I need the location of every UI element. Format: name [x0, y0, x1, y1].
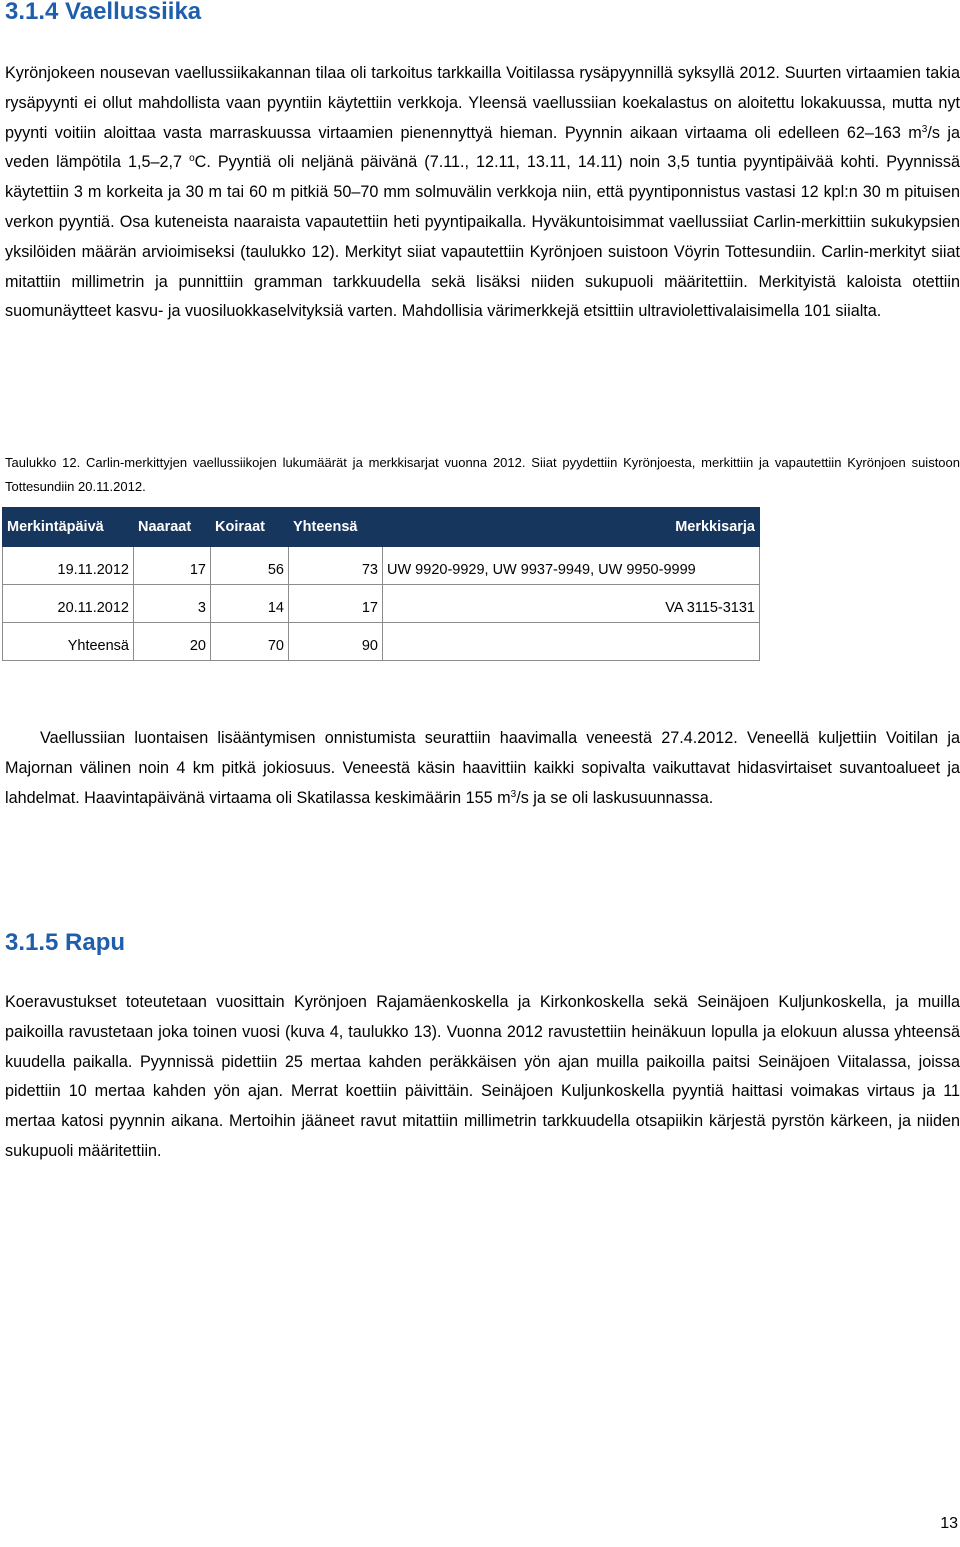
cell-total: 90 [289, 623, 383, 661]
section-heading-rapu: 3.1.5 Rapu [5, 929, 126, 956]
cell-males: 56 [211, 547, 289, 585]
cell-date: 20.11.2012 [3, 585, 134, 623]
cell-females: 3 [134, 585, 211, 623]
cell-tag-series: VA 3115-3131 [383, 585, 760, 623]
cell-total-label: Yhteensä [3, 623, 134, 661]
header-merkkisarja: Merkkisarja [383, 508, 760, 547]
paragraph-text-part: Kyrönjokeen nousevan vaellussiikakannan tilaa oli tarkoitus tarkkailla Voitilassa rysäpyynnillä syksyllä 2012. Suurten virtaamien takia rysäpyynti ei ollut mahdollista vaan pyyntiin käytettiin verkkoja. Yleensä vaellussiian koekalastus on aloitettu lokakuussa, mutta nyt pyynti voitiin aloittaa vasta marraskuussa virtaamien pienennyttyä hieman. Pyynnin aikaan virtaama oli edelleen 62–163 m [5, 64, 960, 142]
table-row [3, 585, 760, 623]
header-naaraat: Naaraat [134, 508, 211, 547]
cell-females: 17 [134, 547, 211, 585]
cell-total: 73 [289, 547, 383, 585]
cell-tag-series: UW 9920-9929, UW 9937-9949, UW 9950-9999 [383, 547, 760, 585]
cell-total: 17 [289, 585, 383, 623]
table-caption: Taulukko 12. Carlin-merkittyjen vaellussiikojen lukumäärät ja merkkisarjat vuonna 2012. Siiat pyydettiin Kyrönjoesta, merkittiin ja vapautettiin Kyrönjoen suistoon Tottesundiin 20.11.2012. [5, 455, 960, 494]
paragraph-vaellussiika-reproduction [5, 724, 960, 813]
header-merkintapaiva: Merkintäpäivä [3, 508, 134, 547]
section-heading-vaellussiika: 3.1.4 Vaellussiika [5, 0, 202, 25]
page-number: 13 [940, 1515, 958, 1532]
superscript-cube: 3 [510, 788, 517, 800]
tagging-table [2, 507, 760, 661]
paragraph-rapu: Koeravustukset toteutetaan vuosittain Kyrönjoen Rajamäenkoskella ja Kirkonkoskella sekä Seinäjoen Kuljunkoskella, ja muilla paikoilla ravustetaan joka toinen vuosi (kuva 4, taulukko 13). Vuonna 2012 ravustettiin heinäkuun lopulla ja elokuun alussa yhteensä kuudella paikalla. Pyynnissä pidettiin 25 mertaa kahden peräkkäisen yön ajan muilla paikoilla paitsi Seinäjoen Viitalassa, joissa pidettiin 10 mertaa kahden yön ajan. Merrat koettiin päivittäin. Seinäjoen Kuljunkoskella pyyntiä haittasi voimakas virtaus ja 11 mertaa katosi pyynnin aikana. Mertoihin jääneet ravut mitattiin millimetrin tarkkuudella otsapiikin kärjestä pyrstön kärkeen, ja niiden sukupuoli määritettiin. [5, 993, 960, 1160]
header-koiraat: Koiraat [211, 508, 289, 547]
cell-tag-series [383, 623, 760, 661]
header-yhteensa: Yhteensä [289, 508, 383, 547]
superscript-degree: o [189, 153, 195, 165]
table-total-row [3, 623, 760, 661]
paragraph-text-part: C. Pyyntiä oli neljänä päivänä (7.11., 12.11, 13.11, 14.11) noin 3,5 tuntia pyyntipäivää kohti. Pyynnissä käytettiin 3 m korkeita ja 30 m tai 60 m pitkiä 50–70 mm solmuvälin verkkoja niin, että pyyntiponnistus vastasi 12 kpl:n 30 m pituisen verkon pyyntiä. Osa kuteneista naaraista vapautettiin heti pyyntipaikalla. Hyväkuntoisimmat vaellussiiat Carlin-merkittiin sukukypsien yksilöiden määrän arvioimiseksi (taulukko 12). Merkityt siiat vapautettiin Kyrönjoen suistoon Vöyrin Tottesundiin. Carlin-merkityt siiat mitattiin millimetrin ja punnittiin gramman tarkkuudella sekä lisäksi niiden sukupuoli määritettiin. Merkityistä kaloista otettiin suomunäytteet kasvu- ja vuosiluokkaselvityksiä varten. Mahdollisia värimerkkejä etsittiin ultraviolettivalaisimella 101 siialta. [5, 153, 960, 321]
paragraph-text-part: /s ja veden lämpötila 1,5–2,7 [5, 123, 960, 172]
cell-date: 19.11.2012 [3, 547, 134, 585]
cell-males: 70 [211, 623, 289, 661]
cell-females: 20 [134, 623, 211, 661]
superscript-cube: 3 [921, 123, 928, 135]
paragraph-text-part: Vaellussiian luontaisen lisääntymisen onnistumista seurattiin haavimalla veneestä 27.4.2012. Veneellä kuljettiin Voitilan ja Majornan välinen noin 4 km pitkä jokiosuus. Veneestä käsin haavittiin kaikki sopivalta vaikuttavat hidasvirtaiset suvantoalueet ja lahdelmat. Haavintapäivänä virtaama oli Skatilassa keskimäärin 155 m [5, 729, 960, 807]
table-header-row [3, 508, 760, 547]
paragraph-text-part: /s ja se oli laskusuunnassa. [516, 788, 714, 807]
table-row [3, 547, 760, 585]
cell-males: 14 [211, 585, 289, 623]
paragraph-vaellussiika-intro [5, 59, 960, 327]
